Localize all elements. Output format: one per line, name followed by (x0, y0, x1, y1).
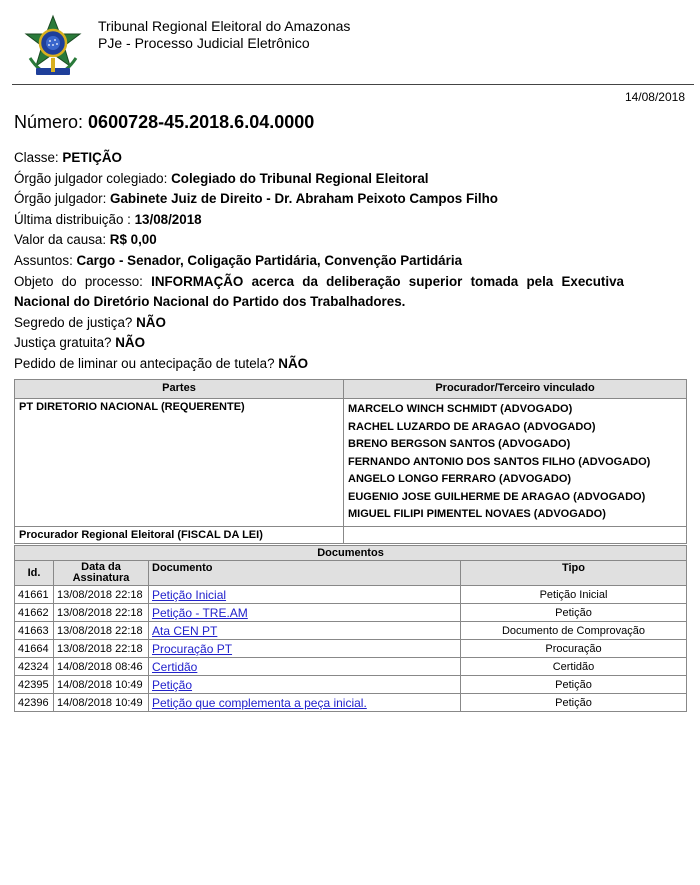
list-item: MARCELO WINCH SCHMIDT (ADVOGADO) (348, 403, 573, 415)
field-label: Assuntos: (14, 252, 73, 268)
doc-date: 13/08/2018 22:18 (54, 622, 149, 640)
list-item: MIGUEL FILIPI PIMENTEL NOVAES (ADVOGADO) (348, 508, 606, 520)
col-id: Id. (15, 561, 54, 586)
process-number-label: Número: (14, 112, 84, 132)
doc-type: Petição (461, 694, 687, 712)
field-ultima-distribuicao (14, 210, 684, 231)
doc-type: Petição Inicial (461, 586, 687, 604)
docs-header-row (15, 561, 687, 586)
parte-name: PT DIRETORIO NACIONAL (REQUERENTE) (15, 399, 344, 527)
table-row (15, 658, 687, 676)
doc-link-text[interactable]: Ata CEN PT (152, 623, 218, 638)
field-label: Objeto do processo: (14, 273, 143, 289)
field-liminar (14, 354, 684, 375)
field-value: NÃO (136, 314, 166, 330)
list-item: BRENO BERGSON SANTOS (ADVOGADO) (348, 438, 571, 450)
field-orgao-julgador (14, 189, 684, 210)
table-row (15, 676, 687, 694)
doc-link-text[interactable]: Certidão (152, 659, 198, 674)
field-label: Órgão julgador: (14, 191, 107, 207)
doc-id: 42395 (15, 676, 54, 694)
field-label: Classe: (14, 150, 59, 165)
doc-id: 41662 (15, 604, 54, 622)
doc-date: 14/08/2018 10:49 (54, 676, 149, 694)
field-label: Pedido de liminar ou antecipação de tutela? (14, 355, 275, 371)
field-assuntos (14, 251, 684, 272)
process-details (14, 148, 684, 375)
field-value: INFORMAÇÃO acerca da deliberação superior tomada pela Executiva Nacional do Diretório Nacional do Partido dos Trabalhadores. (14, 273, 624, 310)
doc-type: Petição (461, 676, 687, 694)
table-row (15, 604, 687, 622)
col-data: Data da Assinatura (54, 561, 149, 586)
doc-link[interactable] (149, 676, 461, 694)
field-value: NÃO (278, 355, 309, 371)
field-label: Justiça gratuita? (14, 335, 112, 351)
doc-link[interactable] (149, 640, 461, 658)
doc-date: 14/08/2018 08:46 (54, 658, 149, 676)
field-value: PETIÇÃO (62, 150, 122, 165)
field-value: NÃO (115, 335, 146, 351)
document-header (0, 0, 700, 86)
table-row (15, 622, 687, 640)
doc-date: 13/08/2018 22:18 (54, 586, 149, 604)
system-name: PJe - Processo Judicial Eletrônico (98, 35, 310, 51)
process-number-value: 0600728-45.2018.6.04.0000 (88, 112, 315, 132)
field-value: 13/08/2018 (134, 211, 202, 227)
field-value: Cargo - Senador, Coligação Partidária, Convenção Partidária (76, 252, 463, 268)
doc-link-text[interactable]: Petição Inicial (152, 587, 227, 602)
doc-date: 14/08/2018 10:49 (54, 694, 149, 712)
field-segredo (14, 313, 684, 334)
list-item: FERNANDO ANTONIO DOS SANTOS FILHO (ADVOGADO) (348, 455, 651, 468)
doc-id: 41661 (15, 586, 54, 604)
doc-link-text[interactable]: Petição que complementa a peça inicial. (152, 695, 367, 710)
process-number (14, 112, 314, 133)
doc-id: 41663 (15, 622, 54, 640)
doc-link-text[interactable]: Procuração PT (152, 641, 233, 656)
doc-id: 42324 (15, 658, 54, 676)
doc-date: 13/08/2018 22:18 (54, 604, 149, 622)
col-documento: Documento (149, 561, 461, 586)
table-row (15, 640, 687, 658)
docs-title-row (15, 546, 687, 561)
doc-link-text[interactable]: Petição - TRE.AM (152, 605, 248, 620)
brazil-coat-of-arms-icon (22, 14, 84, 80)
field-value: Gabinete Juiz de Direito - Dr. Abraham Peixoto Campos Filho (110, 191, 498, 207)
doc-type: Petição (461, 604, 687, 622)
table-row (15, 526, 687, 543)
partes-table (14, 379, 687, 544)
procuradores-list (344, 399, 687, 527)
doc-id: 42396 (15, 694, 54, 712)
doc-id: 41664 (15, 640, 54, 658)
docs-title: Documentos (15, 546, 687, 561)
empty-cell (344, 526, 687, 543)
partes-header-row (15, 380, 687, 399)
doc-link[interactable] (149, 586, 461, 604)
field-label: Última distribuição : (14, 211, 131, 227)
field-value: R$ 0,00 (109, 232, 157, 248)
documentos-table (14, 545, 687, 712)
col-tipo: Tipo (461, 561, 687, 586)
field-orgao-colegiado (14, 169, 684, 190)
table-row (15, 694, 687, 712)
parte-name: Procurador Regional Eleitoral (FISCAL DA LEI) (15, 526, 344, 543)
list-item: ANGELO LONGO FERRARO (ADVOGADO) (348, 473, 572, 485)
org-name: Tribunal Regional Eleitoral do Amazonas (98, 18, 351, 34)
table-row (15, 399, 687, 527)
field-justica-gratuita (14, 333, 684, 354)
doc-type: Certidão (461, 658, 687, 676)
field-classe (14, 148, 684, 169)
doc-type: Procuração (461, 640, 687, 658)
doc-link[interactable] (149, 694, 461, 712)
list-item: RACHEL LUZARDO DE ARAGAO (ADVOGADO) (348, 420, 596, 433)
col-procurador: Procurador/Terceiro vinculado (344, 380, 687, 399)
doc-link[interactable] (149, 622, 461, 640)
header-divider (12, 84, 694, 85)
list-item: EUGENIO JOSE GUILHERME DE ARAGAO (ADVOGADO) (348, 490, 646, 503)
doc-type: Documento de Comprovação (461, 622, 687, 640)
field-label: Segredo de justiça? (14, 314, 133, 330)
doc-date: 13/08/2018 22:18 (54, 640, 149, 658)
field-valor-causa (14, 230, 684, 251)
field-value: Colegiado do Tribunal Regional Eleitoral (171, 170, 429, 186)
field-label: Valor da causa: (14, 232, 107, 248)
document-date: 14/08/2018 (624, 90, 685, 104)
col-partes: Partes (15, 380, 344, 399)
table-row (15, 586, 687, 604)
field-objeto (14, 272, 624, 313)
doc-link[interactable] (149, 658, 461, 676)
doc-link-text[interactable]: Petição (152, 677, 193, 692)
doc-link[interactable] (149, 604, 461, 622)
field-label: Órgão julgador colegiado: (14, 170, 168, 186)
